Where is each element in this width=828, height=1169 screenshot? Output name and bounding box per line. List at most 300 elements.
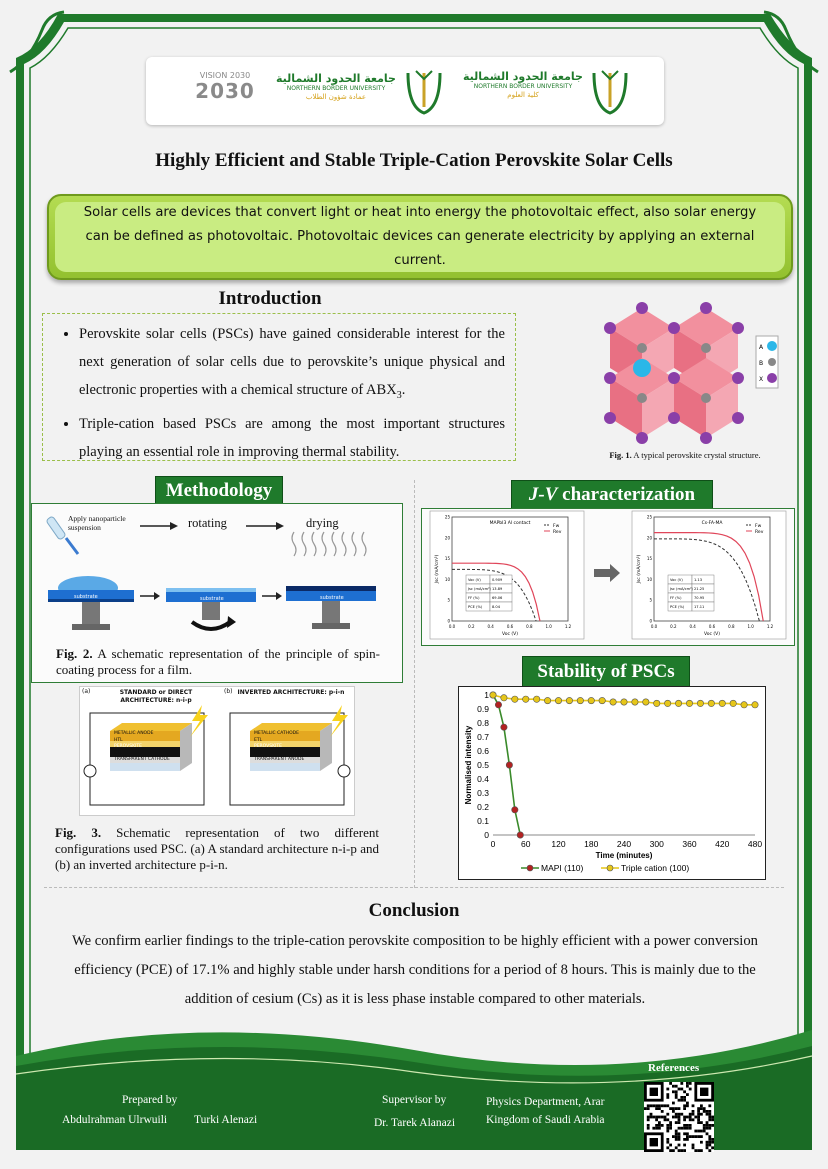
qr-module [692,1110,695,1113]
data-point [555,697,561,703]
qr-module [658,1104,661,1107]
qr-module [669,1124,672,1127]
qr-module [694,1135,697,1138]
qr-module [655,1104,658,1107]
jv-right-ylabel: Jsc (mA/cm²) [637,554,642,584]
x-tick-label: 300 [649,839,664,849]
qr-module [655,1116,658,1119]
data-point [752,702,758,708]
qr-module [711,1118,714,1121]
qr-module [689,1118,692,1121]
data-point [643,699,649,705]
step1-label: Apply nanoparticle suspension [68,514,126,532]
qr-module [675,1107,678,1110]
fig2-caption: Fig. 2. A schematic representation of the principle of spin-coating process for a film. [56,646,380,677]
qr-module [703,1130,706,1133]
qr-module [669,1149,672,1152]
jv-table-value: 1.13 [694,578,703,582]
qr-module [675,1116,678,1119]
x-tick-label: 480 [747,839,763,849]
qr-module [678,1121,681,1124]
qr-module [672,1116,675,1119]
qr-module [697,1130,700,1133]
qr-module [647,1107,650,1110]
data-point [686,700,692,706]
data-point [512,807,518,813]
qr-module [672,1135,675,1138]
arch-b-title: INVERTED ARCHITECTURE: p-i-n [237,689,345,696]
jv-x-tick: 0.8 [526,624,533,629]
qr-module [675,1138,678,1141]
data-point [675,700,681,706]
x-axis-label: Time (minutes) [595,851,653,860]
jv-left-ylabel: Jsc (mA/cm²) [435,554,440,584]
qr-module [708,1110,711,1113]
jv-x-tick: 0.0 [448,624,456,629]
qr-module [697,1121,700,1124]
qr-module [678,1099,681,1102]
jv-table-key: Jsc (mA/cm²) [468,587,491,591]
jv-y-tick: 15 [444,556,450,562]
qr-module [689,1082,692,1085]
stability-heading: Stability of PSCs [522,656,690,687]
jv-left-legend-rev: Rev [553,530,562,535]
legend-marker-mapi [527,865,533,871]
qr-module [675,1130,678,1133]
jv-x-tick: 1.2 [564,624,572,629]
qr-module [661,1110,664,1113]
qr-module [686,1082,689,1085]
introduction-box [42,313,516,461]
qr-module [703,1110,706,1113]
jv-table-value: 13.89 [492,587,503,591]
y-tick-label: 0.1 [477,816,489,826]
qr-module [711,1141,714,1144]
jv-x-tick: 0.8 [728,624,735,629]
university-emblem-icon-2 [590,67,630,117]
qr-module [655,1118,658,1121]
jv-x-tick: 0.2 [670,624,677,629]
jv-plots [422,509,794,645]
data-point [708,700,714,706]
jv-x-tick: 0.6 [506,624,514,629]
qr-module [672,1149,675,1152]
qr-module [678,1149,681,1152]
qr-module [692,1113,695,1116]
data-point [523,696,529,702]
jv-left-title: MAPbI3 Al contact [489,521,531,526]
qr-module [686,1138,689,1141]
qr-module [683,1107,686,1110]
methodology-heading: Methodology [155,476,283,506]
qr-module [678,1144,681,1147]
qr-finder [700,1088,708,1096]
poster-title: Highly Efficient and Stable Triple-Cation Perovskite Solar Cells [155,150,673,171]
qr-module [706,1132,709,1135]
qr-module [672,1102,675,1105]
jv-arrow-icon [594,564,620,582]
data-point [730,700,736,706]
qr-module [672,1085,675,1088]
qr-module [658,1127,661,1130]
fig1-caption: Fig. 1. A typical perovskite crystal structure. [609,450,761,460]
introduction-heading: Introduction [218,288,322,309]
vision-2030-logo: VISION 2030 2030 [190,71,260,103]
qr-module [708,1118,711,1121]
qr-module [689,1088,692,1091]
university-logo-2: جامعة الحدود الشمالية NORTHERN BORDER UNIVERSITY كلية العلوم [463,70,583,99]
qr-module [697,1116,700,1119]
qr-module [658,1124,661,1127]
jv-y-tick: 0 [447,618,450,624]
qr-module [686,1102,689,1105]
jv-y-tick: 5 [649,597,652,603]
x-tick-label: 120 [551,839,566,849]
qr-module [706,1124,709,1127]
qr-module [647,1116,650,1119]
qr-module [678,1127,681,1130]
qr-module [706,1110,709,1113]
qr-module [700,1149,703,1152]
y-tick-label: 0 [484,830,489,840]
qr-module [666,1138,669,1141]
jv-y-tick: 25 [646,514,652,520]
jv-x-tick: 1.0 [747,624,754,629]
qr-module [692,1146,695,1149]
qr-module [666,1127,669,1130]
arch-b-layers: METALLIC CATHODE ETL PEROVSKITE HTL TRANSPARENT ANODE [254,731,305,762]
author-1: Abdulrahman Ulrwuili [62,1114,168,1126]
jv-left-legend-fw: Fw [553,524,560,529]
data-point [501,695,507,701]
qr-module [683,1149,686,1152]
country: Kingdom of Saudi Arabia [486,1114,605,1126]
data-point [697,700,703,706]
qr-module [680,1149,683,1152]
y-tick-label: 0.4 [477,774,489,784]
legend-marker-triple [607,865,613,871]
qr-module [708,1124,711,1127]
author-2: Turki Alenazi [194,1114,258,1126]
supervisor-name: Dr. Tarek Alanazi [374,1117,456,1129]
jv-right-title: Cs-FA-MA [701,521,723,526]
legend-label-mapi: MAPI (110) [541,863,584,873]
qr-module [680,1113,683,1116]
qr-module [680,1099,683,1102]
jv-x-tick: 0.4 [487,624,494,629]
data-point [654,700,660,706]
qr-module [683,1090,686,1093]
qr-module [683,1118,686,1121]
qr-module [703,1124,706,1127]
qr-module [666,1141,669,1144]
abstract-text: Solar cells are devices that convert light or heat into energy the photovoltaic effect, also solar energy can be defined as photovoltaic. Photovoltaic devices can generate electricity by applying an external current. [55,202,785,272]
qr-module [666,1113,669,1116]
qr-module [708,1141,711,1144]
data-point [544,697,550,703]
qr-module [703,1127,706,1130]
data-point [599,697,605,703]
qr-module [661,1124,664,1127]
qr-module [697,1113,700,1116]
jv-table-key: Voc (V) [468,578,481,582]
qr-module [675,1096,678,1099]
qr-module [664,1116,667,1119]
jv-table-value: 21.25 [694,587,705,591]
abstract-box [47,194,793,280]
qr-module [686,1124,689,1127]
x-tick-label: 60 [521,839,531,849]
qr-module [658,1107,661,1110]
substrate-label-1: substrate [74,594,98,600]
qr-module [680,1096,683,1099]
data-point [588,697,594,703]
qr-module [675,1090,678,1093]
qr-module [661,1116,664,1119]
qr-module [678,1138,681,1141]
qr-module [666,1124,669,1127]
jv-x-tick: 0.2 [468,624,475,629]
jv-y-tick: 10 [444,576,450,582]
intro-bullet-2: • Triple-cation based PSCs are among the most important structures playing an essential role in improving thermal stability. [79,410,505,466]
qr-module [658,1116,661,1119]
prepared-label: Prepared by [122,1094,178,1106]
data-point [741,702,747,708]
vision-text: VISION 2030 [199,71,251,80]
qr-module [689,1113,692,1116]
qr-module [692,1144,695,1147]
qr-module [666,1088,669,1091]
x-tick-label: 0 [490,839,496,849]
qr-module [647,1104,650,1107]
qr-finder [650,1138,658,1146]
qr-module [700,1107,703,1110]
references-qr-code[interactable] [644,1082,714,1152]
jv-table-value: 70.95 [694,596,705,600]
qr-module [708,1104,711,1107]
qr-module [686,1093,689,1096]
jv-x-tick: 1.2 [766,624,774,629]
qr-module [680,1082,683,1085]
qr-module [678,1132,681,1135]
qr-module [683,1116,686,1119]
y-tick-label: 1 [484,690,489,700]
qr-module [664,1104,667,1107]
jv-table-key: Jsc (mA/cm²) [670,587,693,591]
qr-module [686,1135,689,1138]
jv-x-tick: 1.0 [545,624,552,629]
qr-module [669,1082,672,1085]
jv-y-tick: 15 [646,556,652,562]
qr-module [694,1130,697,1133]
jv-table-key: Voc (V) [670,578,683,582]
jv-y-tick: 10 [646,576,652,582]
stability-plot [459,687,765,879]
qr-module [644,1107,647,1110]
qr-module [652,1116,655,1119]
perovskite-crystal-image [580,288,780,450]
qr-module [655,1127,658,1130]
qr-module [700,1113,703,1116]
qr-module [706,1144,709,1147]
step3-label: drying [306,516,339,530]
qr-module [666,1130,669,1133]
qr-finder [650,1088,658,1096]
qr-module [700,1121,703,1124]
qr-module [675,1132,678,1135]
arch-a-layers: METALLIC ANODE HTL PEROVSKITE ETL TRANSPARENT CATHODE [114,731,170,762]
qr-module [678,1135,681,1138]
jv-right-xlabel: Voc (V) [704,632,720,637]
qr-module [669,1144,672,1147]
jv-y-tick: 5 [447,597,450,603]
qr-module [675,1085,678,1088]
arch-a-letter: (a) [82,688,91,695]
data-point [533,696,539,702]
jv-panel [421,508,795,646]
university-logo-1: جامعة الحدود الشمالية NORTHERN BORDER UNIVERSITY عمادة شؤون الطلاب [276,72,396,101]
jv-table-key: FF (%) [468,596,480,600]
legend-label-triple: Triple cation (100) [621,863,690,873]
conclusion-heading: Conclusion [368,900,460,921]
x-tick-label: 180 [584,839,599,849]
data-point [610,699,616,705]
intro-bullet-1: • Perovskite solar cells (PSCs) have gained considerable interest for the next generation of solar cells due to perovskite’s unique physical and electronic properties with a chemical structure of $ABX_3$. [79,320,505,410]
qr-module [706,1146,709,1149]
qr-module [661,1104,664,1107]
qr-module [650,1104,653,1107]
qr-module [650,1113,653,1116]
y-tick-label: 0.6 [477,746,489,756]
qr-module [675,1135,678,1138]
qr-module [666,1146,669,1149]
y-tick-label: 0.2 [477,802,489,812]
qr-module [706,1127,709,1130]
qr-module [711,1124,714,1127]
qr-module [683,1099,686,1102]
qr-module [697,1118,700,1121]
qr-module [708,1135,711,1138]
qr-module [686,1127,689,1130]
qr-module [686,1116,689,1119]
qr-module [686,1104,689,1107]
qr-module [650,1116,653,1119]
qr-module [697,1135,700,1138]
substrate-label-2: substrate [200,596,224,602]
qr-module [655,1107,658,1110]
data-point [501,724,507,730]
qr-module [658,1121,661,1124]
qr-module [675,1121,678,1124]
arch-a-title: STANDARD or DIRECT ARCHITECTURE: n-i-p [119,689,193,704]
qr-module [678,1113,681,1116]
qr-module [666,1104,669,1107]
qr-module [708,1144,711,1147]
qr-module [697,1149,700,1152]
stability-chart [458,686,766,880]
logo-bar [146,57,664,125]
legend-x-label: X [759,376,764,383]
qr-module [711,1146,714,1149]
qr-module [706,1141,709,1144]
qr-module [686,1132,689,1135]
jv-left-xlabel: Voc (V) [502,632,518,637]
data-point [495,702,501,708]
legend-b-label: B [759,360,764,367]
jv-x-tick: 0.4 [689,624,696,629]
qr-module [655,1124,658,1127]
data-point [632,699,638,705]
jv-table-value: 8.04 [492,605,501,609]
jv-y-tick: 20 [444,535,450,541]
data-point [566,697,572,703]
architecture-figure [79,686,355,816]
jv-y-tick: 0 [649,618,652,624]
department: Physics Department, Arar [486,1096,605,1108]
jv-right-legend-rev: Rev [755,530,764,535]
legend-a-label: A [759,344,764,351]
jv-x-tick: 0.0 [650,624,658,629]
conclusion-text: We confirm earlier findings to the triple-cation perovskite composition to be highly efficient with a power conversion efficiency (PCE) of 17.1% and highly stable under harsh conditions for a period of 8 hours. This is mainly due to the addition of cesium (Cs) as it is less phase instable compared to other materials. [72,933,758,1007]
qr-module [683,1127,686,1130]
qr-module [708,1149,711,1152]
qr-module [675,1093,678,1096]
qr-module [669,1127,672,1130]
jv-table-value: 0.909 [492,578,503,582]
qr-module [652,1127,655,1130]
y-tick-label: 0.8 [477,718,489,728]
qr-module [675,1113,678,1116]
data-point [577,697,583,703]
university-emblem-icon [404,67,444,117]
qr-module [711,1116,714,1119]
qr-module [683,1096,686,1099]
step2-label: rotating [188,516,227,530]
qr-module [647,1124,650,1127]
column-divider [414,480,415,888]
qr-module [689,1124,692,1127]
qr-module [683,1144,686,1147]
qr-module [683,1124,686,1127]
fig3-caption: Fig. 3. Schematic representation of two different configurations used PSC. (a) A standard architecture n-i-p and (b) an inverted architecture p-i-n. [55,825,379,872]
data-point [506,762,512,768]
jv-y-tick: 25 [444,514,450,520]
jv-table-value: 17.11 [694,605,705,609]
y-tick-label: 0.3 [477,788,489,798]
qr-module [708,1113,711,1116]
qr-module [708,1138,711,1141]
data-point [621,699,627,705]
qr-module [669,1121,672,1124]
y-axis-label: Normalised intensity [464,725,473,805]
data-point [719,700,725,706]
jv-table-key: FF (%) [670,596,682,600]
qr-module [672,1110,675,1113]
y-tick-label: 0.7 [477,732,489,742]
qr-module [706,1121,709,1124]
qr-module [689,1116,692,1119]
qr-module [700,1135,703,1138]
qr-module [686,1085,689,1088]
methodology-panel [31,503,403,683]
jv-table-key: PCE (%) [670,605,685,609]
data-point [490,692,496,698]
arch-b-letter: (b) [224,688,233,695]
data-point [512,696,518,702]
qr-module [678,1118,681,1121]
substrate-label-3: substrate [320,595,344,601]
x-tick-label: 240 [616,839,632,849]
